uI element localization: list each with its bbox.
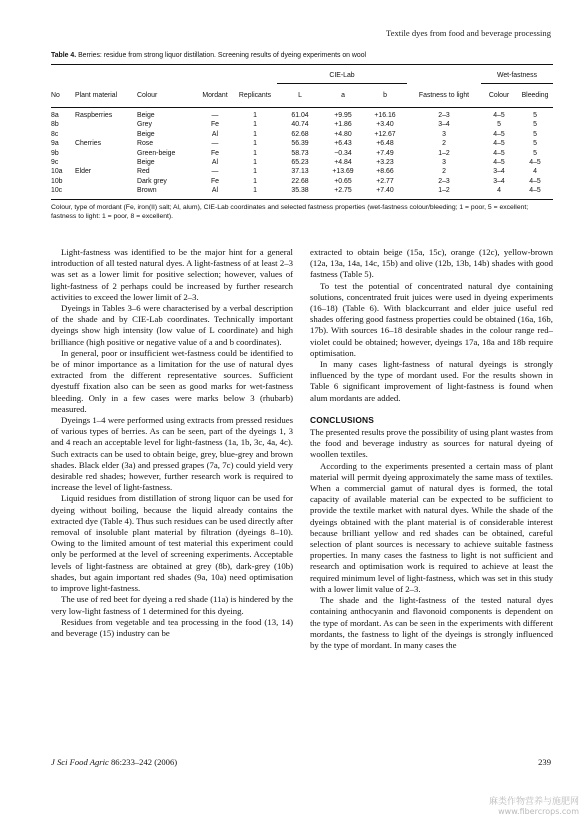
cell-L: 65.23 bbox=[291, 159, 309, 167]
col-header-plant-material: Plant material bbox=[75, 84, 137, 108]
cell-bleeding: 5 bbox=[533, 121, 537, 129]
table-row bbox=[51, 120, 553, 129]
cell-no: 8a bbox=[51, 112, 59, 119]
cell-mordant: Al bbox=[211, 130, 219, 138]
col-header-b: b bbox=[363, 84, 407, 108]
cell-a: +2.75 bbox=[334, 187, 352, 195]
cell-bleeding: 4–5 bbox=[529, 177, 541, 185]
cell-bleeding: 5 bbox=[533, 112, 537, 119]
table-group-header-row bbox=[51, 65, 553, 84]
cell-plant-material bbox=[75, 158, 137, 167]
body-paragraph: The use of red beet for dyeing a red shade (11a) is hindered by the very low-light fastness of 1 determined for this dyeing. bbox=[51, 594, 293, 616]
cell-fastness-to-light: 3–4 bbox=[438, 121, 450, 129]
table-row bbox=[51, 139, 553, 148]
col-header-wet-colour: Colour bbox=[481, 84, 517, 108]
col-header-mordant: Mordant bbox=[197, 84, 233, 108]
cell-mordant: — bbox=[211, 168, 219, 176]
cell-colour: Red bbox=[137, 168, 150, 176]
table-title: Berries: residue from strong liquor distillation. Screening results of dyeing experiments on wool bbox=[78, 52, 367, 59]
cell-wet-colour: 4–5 bbox=[493, 149, 505, 157]
cell-wet-colour: 4–5 bbox=[493, 112, 505, 119]
journal-volume-pages: 86:233–242 (2006) bbox=[111, 757, 178, 767]
cell-L: 35.38 bbox=[291, 187, 309, 195]
cell-colour: Grey bbox=[137, 121, 152, 129]
cell-wet-colour: 4–5 bbox=[493, 159, 505, 167]
cell-colour: Beige bbox=[137, 112, 155, 119]
cell-plant-material bbox=[75, 186, 137, 198]
cell-b: +3.40 bbox=[376, 121, 394, 129]
cell-replicants: 1 bbox=[253, 149, 257, 157]
cell-b: +2.77 bbox=[376, 177, 394, 185]
table-footnote: Colour, type of mordant (Fe, iron(II) salt; Al, alum), CIE-Lab coordinates and selected fastness properties (wet-fastness colour/bleeding; 1 = poor, 5 = excellent; fastness to light: 1 = poor, 8 = excellent). bbox=[51, 199, 553, 222]
cell-a: +6.43 bbox=[334, 140, 352, 148]
cell-bleeding: 4–5 bbox=[529, 159, 541, 167]
cell-mordant: Al bbox=[211, 159, 219, 167]
cell-fastness-to-light: 2–3 bbox=[438, 177, 450, 185]
cell-colour: Beige bbox=[137, 159, 155, 167]
cell-b: +6.48 bbox=[376, 140, 394, 148]
body-paragraph: In general, poor or insufficient wet-fastness could be identified to be of minor importance as a limitation for the use of natural dyes extracted from the different representative sources. Sufficient dyestuff fixation also can be seen as good marks for wet-fastness bleeding. Only in a few cases were marks below 3 (rhubarb) measured. bbox=[51, 347, 293, 414]
cell-b: +12.67 bbox=[374, 130, 396, 138]
cell-wet-colour: 4–5 bbox=[493, 130, 505, 138]
cell-bleeding: 4 bbox=[533, 168, 537, 176]
cell-fastness-to-light: 3 bbox=[442, 159, 446, 167]
body-paragraph: According to the experiments presented a certain mass of plant material will permit dyeing approximately the same mass of textiles. When a commercial gamut of natural dyes is formed, the total capacity of available material can be expected to be sufficient to provide the textile market with natural dyes. While the shade of the dyeings obtained with the plant material is of considerable interest because brilliant yellow and red shades can be obtained, careful selection of plant sources is necessary to achieve suitable fastness properties. In many cases the fastness to light is not sufficient and research and optimisation work is required to achieve at least the required minimum level of light-fastness, which was set in this study with a lower limit value of 2–3. bbox=[310, 460, 553, 594]
cell-plant-material bbox=[75, 130, 137, 139]
body-paragraph: The presented results prove the possibility of using plant wastes from the food and beverage industry as sources for natural dyeing of woollen textiles. bbox=[310, 427, 554, 460]
cell-b: +3.23 bbox=[376, 159, 394, 167]
body-paragraph: Residues from vegetable and tea processing in the food (13, 14) and beverage (15) industry can be bbox=[51, 616, 293, 638]
cell-replicants: 1 bbox=[253, 140, 257, 148]
cell-no: 8c bbox=[51, 130, 59, 138]
body-paragraph: Dyeings 1–4 were performed using extracts from pressed residues of various types of berries. As can be seen, part of the dyeings 1, 3 and 4 reach an acceptable level for light-fastness (1a, 1b, 3c, 4a, 4c). Such extracts can be used to obtain beige, grey, blue-grey and brown shades. Black elder (3a) and pressed grapes (7a, 7c) could yield very desirable red shades; however, further research work is required to increase the level of light-fastness. bbox=[51, 415, 293, 493]
cell-no: 9a bbox=[51, 140, 59, 148]
cell-L: 40.74 bbox=[291, 121, 309, 129]
cell-fastness-to-light: 1–2 bbox=[438, 187, 450, 195]
table-row bbox=[51, 177, 553, 186]
cell-wet-colour: 4 bbox=[497, 187, 501, 195]
cell-bleeding: 5 bbox=[533, 140, 537, 148]
cell-replicants: 1 bbox=[253, 177, 257, 185]
cell-mordant: — bbox=[211, 112, 219, 119]
table-row bbox=[51, 130, 553, 139]
cell-colour: Beige bbox=[137, 130, 155, 138]
cielab-group-header: CIE-Lab bbox=[277, 65, 407, 84]
col-header-L: L bbox=[277, 84, 323, 108]
col-header-a: a bbox=[323, 84, 363, 108]
body-paragraph: Dyeings in Tables 3–6 were characterised by a verbal description of the shade and by CIE-Lab coordinates. Technically important dyeings show high intensity (low value of L coordinate) and high brilliance (high positive or negative value of a and b coordinates). bbox=[51, 303, 293, 347]
col-header-colour: Colour bbox=[137, 84, 197, 108]
cell-fastness-to-light: 3 bbox=[442, 130, 446, 138]
left-text-column bbox=[51, 247, 293, 639]
cell-mordant: Fe bbox=[210, 177, 220, 185]
cell-b: +16.16 bbox=[374, 112, 396, 119]
cell-fastness-to-light: 2 bbox=[442, 140, 446, 148]
cell-a: +4.84 bbox=[334, 159, 352, 167]
cell-replicants: 1 bbox=[253, 168, 257, 176]
cell-L: 61.04 bbox=[291, 112, 309, 119]
journal-name: J Sci Food Agric bbox=[51, 757, 109, 767]
table-header-row bbox=[51, 84, 553, 108]
cell-a: +9.95 bbox=[334, 112, 352, 119]
cell-replicants: 1 bbox=[253, 187, 257, 195]
body-paragraph: Liquid residues from distillation of strong liquor can be used for dyeing without boiling, because the liquid already contains the extracted dye (Table 4). Thus such residues can be used directly after removal of insoluble plant material by filtration (dyeings 8–10). Owing to the limited amount of test material this experiment could only be performed at the level of screening experiments. Acceptable levels of light-fastness are obtained at grey (8b), dark-grey (10b) shades, but again important red shades (9a, 10a) need optimisation to improve light-fastness. bbox=[51, 493, 293, 594]
cell-mordant: Fe bbox=[210, 121, 220, 129]
table-row bbox=[51, 108, 553, 121]
cell-plant-material bbox=[75, 120, 137, 129]
cell-plant-material bbox=[75, 149, 137, 158]
site-watermark bbox=[489, 797, 579, 817]
body-paragraph: extracted to obtain beige (15a, 15c), orange (12c), yellow-brown (12a, 13a, 14a, 14c, 15b) and olive (12b, 13b, 14b) shades with good fastness (Table 5). bbox=[310, 247, 553, 280]
cell-b: +7.49 bbox=[376, 149, 394, 157]
running-head: Textile dyes from food and beverage processing bbox=[385, 28, 551, 38]
cell-b: +7.40 bbox=[376, 187, 394, 195]
watermark-url: www.fibercrops.com bbox=[498, 807, 579, 816]
journal-citation bbox=[51, 757, 177, 767]
cell-colour: Brown bbox=[137, 187, 157, 195]
table-label: Table 4. bbox=[51, 52, 77, 59]
cell-colour: Dark grey bbox=[137, 177, 167, 185]
cell-plant-material: Cherries bbox=[75, 140, 102, 148]
right-text-column bbox=[310, 247, 553, 651]
cell-a: −0.34 bbox=[334, 149, 352, 157]
cell-replicants: 1 bbox=[253, 121, 257, 129]
page-number: 239 bbox=[538, 757, 551, 767]
cell-replicants: 1 bbox=[253, 130, 257, 138]
cell-wet-colour: 4–5 bbox=[493, 140, 505, 148]
col-header-fastness-to-light: Fastness to light bbox=[407, 84, 481, 108]
cell-bleeding: 4–5 bbox=[529, 187, 541, 195]
table-row bbox=[51, 149, 553, 158]
cell-wet-colour: 3–4 bbox=[493, 168, 505, 176]
cell-replicants: 1 bbox=[253, 112, 257, 119]
wetfastness-group-header: Wet-fastness bbox=[481, 65, 553, 84]
table-4 bbox=[51, 52, 553, 222]
cell-no: 9b bbox=[51, 149, 59, 157]
body-paragraph: In many cases light-fastness of natural dyeings is strongly influenced by the type of mordant used. For the results shown in Table 6 significant improvement of light-fastness is found when alum mordants are added. bbox=[310, 359, 553, 403]
body-paragraph: The shade and the light-fastness of the tested natural dyes containing anthocyanin and flavonoid components is dependent on the type of mordant. As can be seen in the experiments with different mordants, the fastness to light of the dyeings is strongly influenced by the type of mordant. In many cases the bbox=[310, 595, 553, 650]
cell-bleeding: 5 bbox=[533, 149, 537, 157]
cell-wet-colour: 5 bbox=[497, 121, 501, 129]
cell-no: 8b bbox=[51, 121, 59, 129]
cell-replicants: 1 bbox=[253, 159, 257, 167]
cell-no: 10a bbox=[51, 168, 63, 176]
cell-plant-material bbox=[75, 177, 137, 186]
cell-b: +8.66 bbox=[376, 168, 394, 176]
cell-mordant: Fe bbox=[210, 149, 220, 157]
cell-colour: Green-beige bbox=[137, 149, 176, 157]
cell-wet-colour: 3–4 bbox=[493, 177, 505, 185]
cell-fastness-to-light: 2–3 bbox=[438, 112, 450, 119]
body-paragraph: To test the potential of concentrated natural dye containing solutions, concentrated fruit juices were used in dyeing experiments (16–18) (Table 6). With blackcurrant and elder juice useful red shades offering good fastness properties could be obtained (16a, 16b, 17b). With sources 16–18 desirable shades in the colour range red–violet could be obtained; however, dyeings 17a, 18a and 18b require optimisation. bbox=[310, 280, 553, 358]
cell-L: 62.68 bbox=[291, 130, 309, 138]
cell-mordant: — bbox=[211, 140, 219, 148]
cell-L: 22.68 bbox=[291, 177, 309, 185]
cell-fastness-to-light: 1–2 bbox=[438, 149, 450, 157]
table-row bbox=[51, 167, 553, 176]
table-row bbox=[51, 186, 553, 198]
cell-bleeding: 5 bbox=[533, 130, 537, 138]
cell-plant-material: Raspberries bbox=[75, 112, 113, 119]
cell-colour: Rose bbox=[137, 140, 154, 148]
cell-a: +0.65 bbox=[334, 177, 352, 185]
cell-plant-material: Elder bbox=[75, 168, 92, 176]
cell-no: 10b bbox=[51, 177, 63, 185]
col-header-no: No bbox=[51, 84, 75, 108]
cell-a: +4.80 bbox=[334, 130, 352, 138]
cell-L: 58.73 bbox=[291, 149, 309, 157]
body-paragraph: Light-fastness was identified to be the major hint for a general introduction of all tested natural dyes. A light-fastness of at least 2–3 was set as a lower limit for positive selection; however, values of light-fastness of 2 perhaps could be increased by further research activities to exceed the lower limit of 2–3. bbox=[51, 247, 293, 302]
cell-no: 9c bbox=[51, 159, 59, 167]
table-row bbox=[51, 158, 553, 167]
col-header-bleeding: Bleeding bbox=[517, 84, 553, 108]
results-table bbox=[51, 65, 553, 199]
cell-no: 10c bbox=[51, 187, 63, 195]
watermark-chinese-text: 麻类作物营养与施肥网 bbox=[488, 797, 579, 807]
cell-L: 56.39 bbox=[291, 140, 309, 148]
section-heading-conclusions: CONCLUSIONS bbox=[310, 414, 375, 425]
cell-a: +13.69 bbox=[332, 168, 354, 176]
cell-L: 37.13 bbox=[291, 168, 309, 176]
cell-mordant: Al bbox=[211, 187, 219, 195]
cell-fastness-to-light: 2 bbox=[442, 168, 446, 176]
col-header-replicants: Replicants bbox=[233, 84, 277, 108]
table-caption bbox=[51, 52, 553, 65]
cell-a: +1.86 bbox=[334, 121, 352, 129]
